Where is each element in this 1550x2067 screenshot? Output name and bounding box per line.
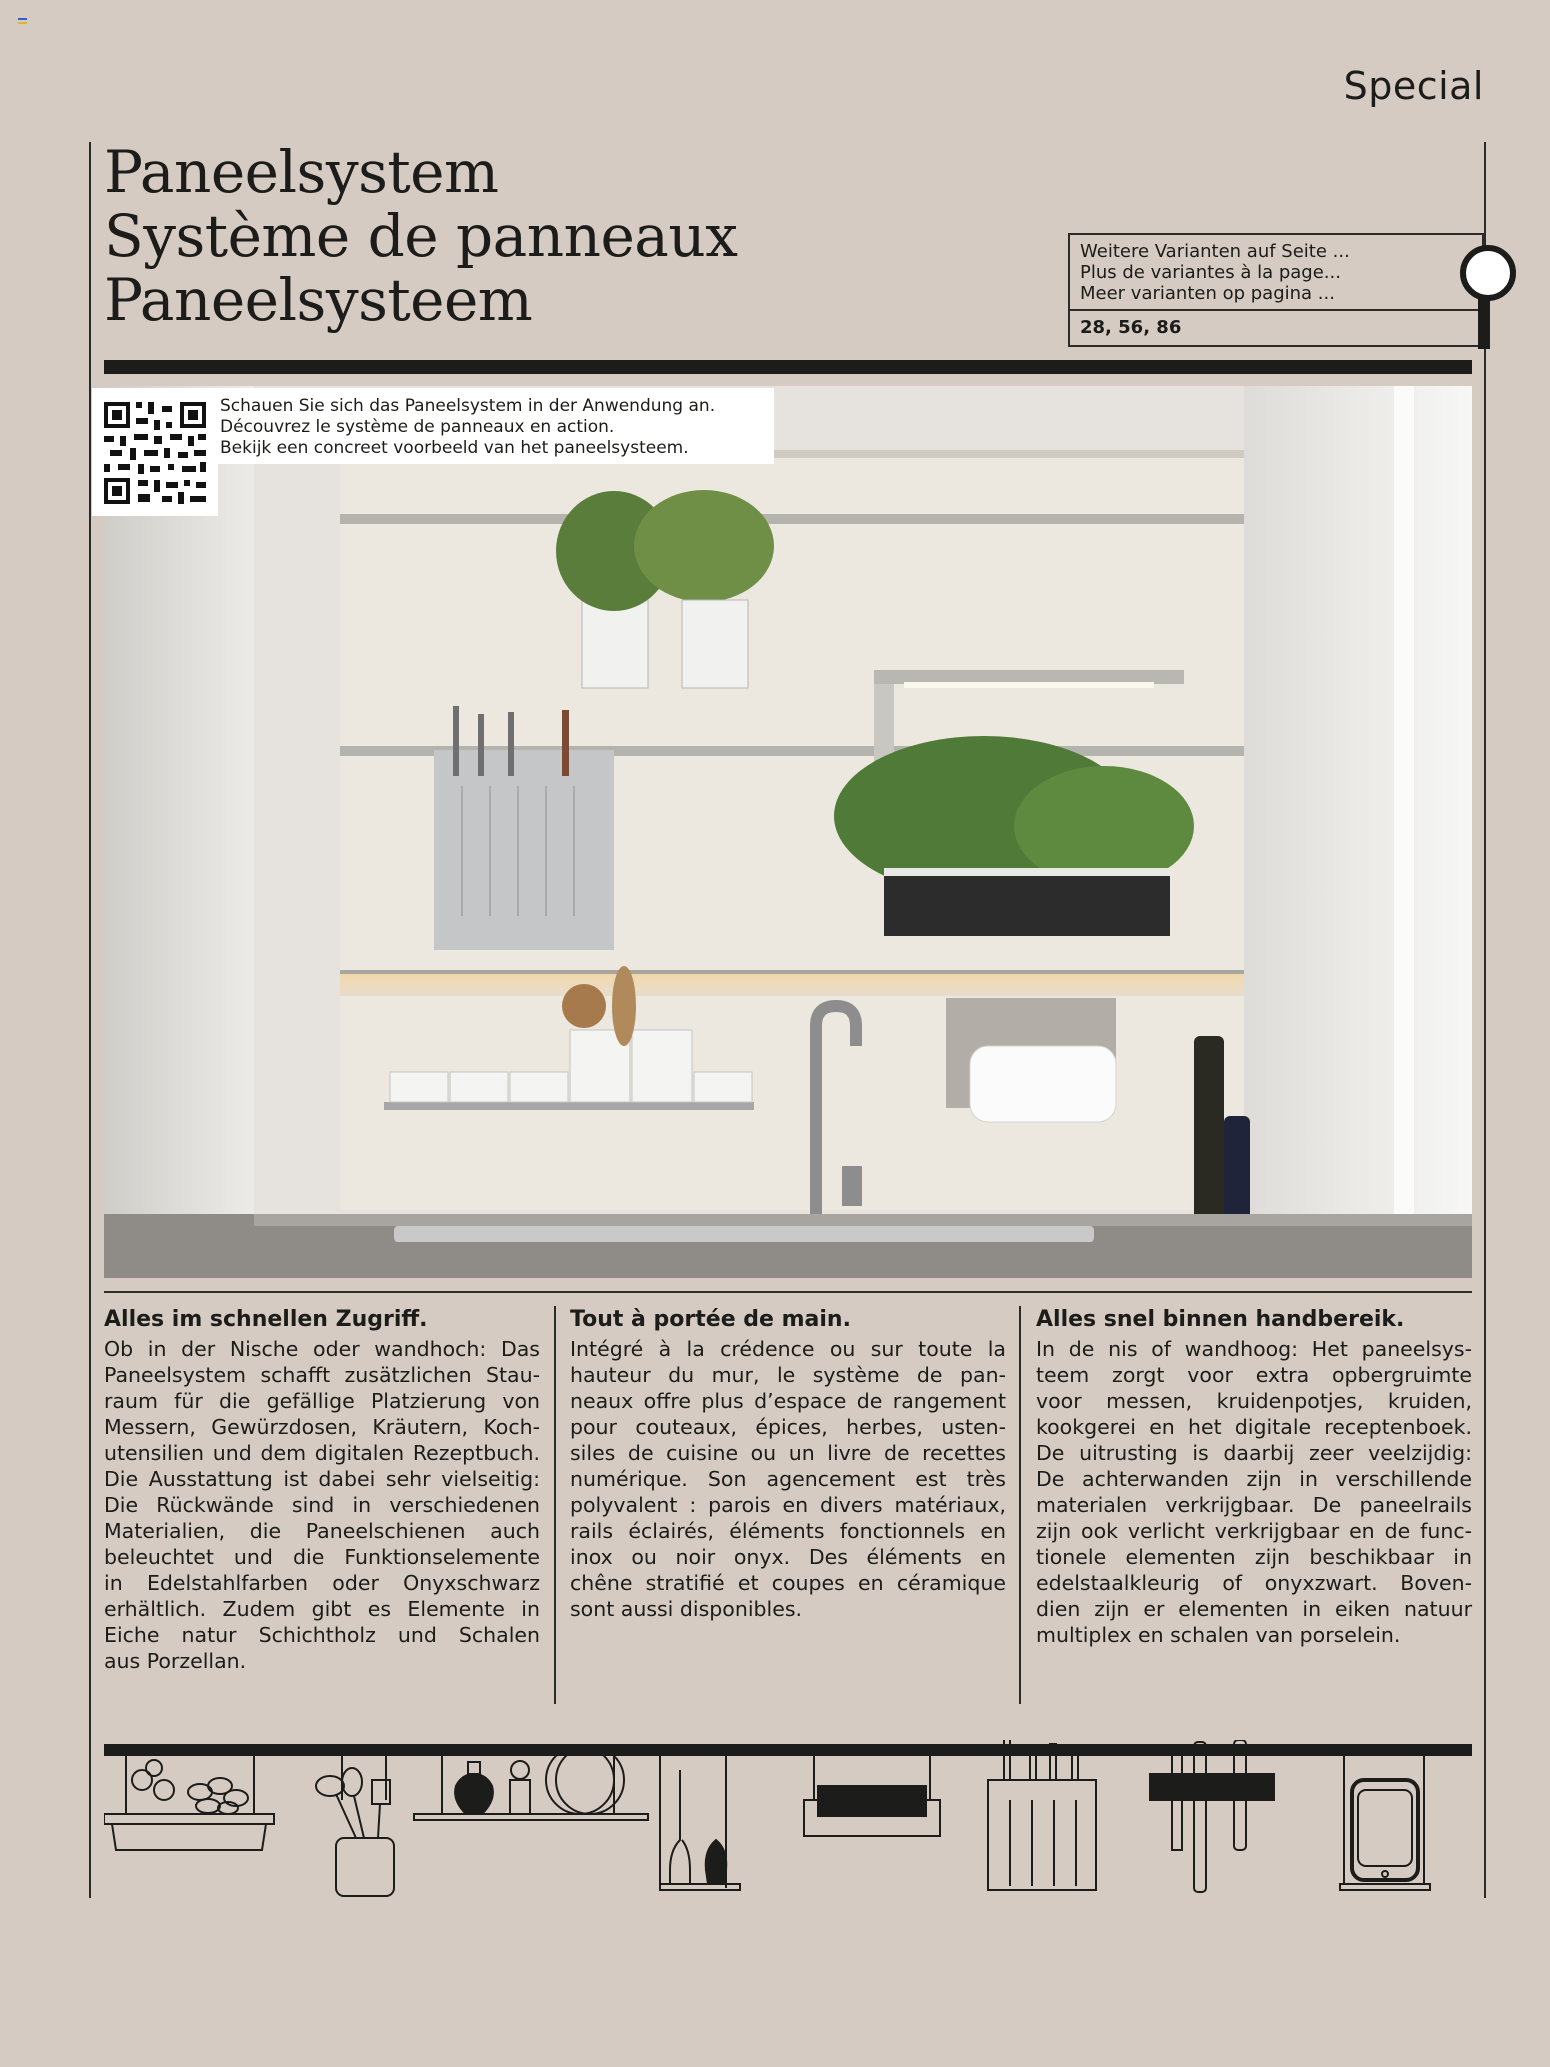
text-line: Materialien, die Paneelschienen auch (104, 1519, 540, 1543)
qr-caption-de: Schauen Sie sich das Paneelsystem in der Anwendung an. (220, 396, 716, 416)
text-line: chêne stratifié et coupes en céramique (570, 1571, 1006, 1595)
text-line: beleuchtet und die Funktionselemente (104, 1545, 540, 1569)
frame-line-right (1484, 142, 1486, 1898)
panel-rail-illustration (104, 1740, 1472, 1900)
text-line: raum für die gefällige Platzierung von (104, 1389, 540, 1413)
column-heading: Alles im schnellen Zugriff. (104, 1307, 428, 1332)
text-line: Die Rückwände sind in verschiedenen (104, 1493, 540, 1517)
text-line: Paneelsystem schafft zusätzlichen Stau- (104, 1363, 540, 1387)
column-de (104, 1306, 540, 1674)
title-line-de: Paneelsystem (104, 138, 499, 206)
text-line: teem zorgt voor extra opbergruimte (1036, 1363, 1472, 1387)
text-line: hauteur du mur, le système de pan- (570, 1363, 1006, 1387)
text-line: De achterwanden zijn in verschillende (1036, 1467, 1472, 1491)
text-line: siles de cuisine ou un livre de recettes (570, 1441, 1006, 1465)
qr-caption-nl: Bekijk een concreet voorbeeld van het paneelsysteem. (220, 438, 689, 458)
frame-line-left (89, 142, 91, 1898)
text-line: zijn ook verlicht verkrijgbaar en de func- (1036, 1519, 1472, 1543)
text-line: aus Porzellan. (104, 1649, 247, 1673)
content-rule (104, 1291, 1472, 1293)
qr-caption (220, 396, 715, 459)
text-line: Intégré à la crédence ou sur toute la (570, 1337, 1006, 1361)
qr-caption-fr: Découvrez le système de panneaux en action. (220, 417, 615, 437)
qr-code-icon[interactable] (92, 388, 218, 516)
text-line: neaux offre plus d’espace de rangement (570, 1389, 1006, 1413)
text-line: in Edelstahlfarben oder Onyxschwarz (104, 1571, 540, 1595)
text-line: In de nis of wandhoog: Het paneelsys- (1036, 1337, 1472, 1361)
variants-line-fr: Plus de variantes à la page... (1080, 262, 1341, 283)
variants-line-nl: Meer varianten op pagina ... (1080, 283, 1335, 304)
magnifier-handle (1478, 299, 1490, 349)
text-line: rails éclairés, éléments fonctionnels en (570, 1519, 1006, 1543)
text-line: De uitrusting is daarbij zeer veelzijdig: (1036, 1441, 1472, 1465)
corner-marker (18, 18, 27, 26)
page-title (104, 140, 737, 332)
text-line: Die Ausstattung ist dabei sehr vielseitig: (104, 1467, 540, 1491)
column-fr (570, 1306, 1006, 1622)
variants-page-numbers: 28, 56, 86 (1070, 309, 1482, 344)
text-line: edelstaalkleurig of onyxzwart. Boven- (1036, 1571, 1472, 1595)
text-line: tionele elementen zijn beschikbaar in (1036, 1545, 1472, 1569)
text-line: numérique. Son agencement est très (570, 1467, 1006, 1491)
column-nl (1036, 1306, 1472, 1648)
text-line: utensilien und dem digitalen Rezeptbuch. (104, 1441, 540, 1465)
column-divider (1019, 1306, 1021, 1704)
magnifier-icon (1460, 245, 1516, 301)
text-line: polyvalent : parois en divers matériaux, (570, 1493, 1006, 1517)
title-line-nl: Paneelsysteem (104, 266, 533, 334)
text-line: dien zijn er elementen in eiken natuur (1036, 1597, 1472, 1621)
text-line: Eiche natur Schichtholz und Schalen (104, 1623, 540, 1647)
text-line: multiplex en schalen van porselein. (1036, 1623, 1401, 1647)
variants-line-de: Weitere Varianten auf Seite ... (1080, 241, 1350, 262)
column-divider (554, 1306, 556, 1704)
text-line: inox ou noir onyx. Des éléments en (570, 1545, 1006, 1569)
text-line: voor messen, kruidenpotjes, kruiden, (1036, 1389, 1472, 1413)
text-line: materialen verkrijgbaar. De paneelrails (1036, 1493, 1472, 1517)
text-line: Ob in der Nische oder wandhoch: Das (104, 1337, 540, 1361)
text-line: Messern, Gewürzdosen, Kräutern, Koch- (104, 1415, 540, 1439)
text-line: erhältlich. Zudem gibt es Elemente in (104, 1597, 540, 1621)
text-line: sont aussi disponibles. (570, 1597, 803, 1621)
text-line: kookgerei en het digitale receptenboek. (1036, 1415, 1472, 1439)
text-line: pour couteaux, épices, herbes, usten- (570, 1415, 1006, 1439)
title-line-fr: Système de panneaux (104, 202, 738, 270)
kitchen-panel-photo (104, 386, 1472, 1278)
variants-reference-box (1068, 233, 1484, 347)
column-heading: Tout à portée de main. (570, 1307, 851, 1332)
section-label: Special (1343, 64, 1484, 108)
title-rule (104, 360, 1472, 374)
column-heading: Alles snel binnen handbereik. (1036, 1307, 1405, 1332)
